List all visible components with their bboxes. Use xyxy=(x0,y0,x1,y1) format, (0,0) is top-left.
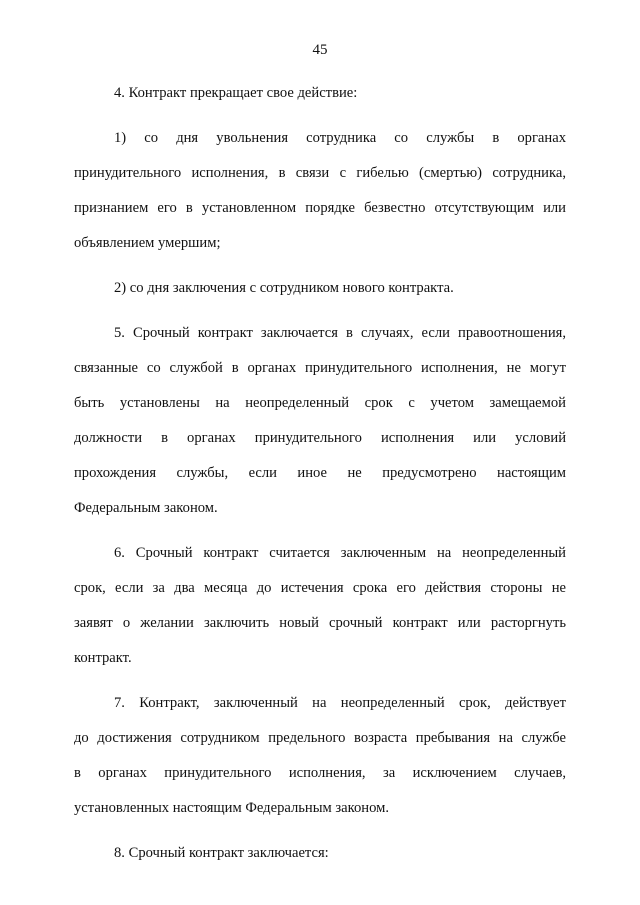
text-line: 8. Срочный контракт заключается: xyxy=(114,845,329,861)
text-line: принудительного исполнения, в связи с гибелью (смертью) сотрудника, xyxy=(74,165,566,181)
text-line: 1) со дня увольнения сотрудника со службы в органах xyxy=(114,130,566,146)
text-line: в органах принудительного исполнения, за исключением случаев, xyxy=(74,765,566,781)
paragraph xyxy=(74,76,566,111)
text-line: 4. Контракт прекращает свое действие: xyxy=(114,85,358,101)
text-line: прохождения службы, если иное не предусмотрено настоящим xyxy=(74,465,566,481)
text-line: связанные со службой в органах принудительного исполнения, не могут xyxy=(74,360,566,376)
text-line: должности в органах принудительного исполнения или условий xyxy=(74,430,566,446)
text-line: быть установлены на неопределенный срок с учетом замещаемой xyxy=(74,395,566,411)
text-line: объявлением умершим; xyxy=(74,235,221,251)
text-line: 7. Контракт, заключенный на неопределенный срок, действует xyxy=(114,695,566,711)
text-line: 2) со дня заключения с сотрудником нового контракта. xyxy=(114,280,454,296)
text-line: заявят о желании заключить новый срочный контракт или расторгнуть xyxy=(74,615,566,631)
text-line: установленных настоящим Федеральным законом. xyxy=(74,800,390,816)
text-line: срок, если за два месяца до истечения срока его действия стороны не xyxy=(74,580,566,596)
text-line: контракт. xyxy=(74,650,132,666)
paragraph xyxy=(74,271,566,306)
text-line: признанием его в установленном порядке безвестно отсутствующим или xyxy=(74,200,566,216)
paragraph xyxy=(74,316,566,526)
page-number: 45 xyxy=(312,42,328,58)
paragraph xyxy=(74,836,566,871)
document-body xyxy=(74,76,566,881)
paragraph xyxy=(74,686,566,826)
text-line: Федеральным законом. xyxy=(74,500,218,516)
paragraph xyxy=(74,536,566,676)
paragraph xyxy=(74,121,566,261)
text-line: 6. Срочный контракт считается заключенным на неопределенный xyxy=(114,545,566,561)
text-line: 5. Срочный контракт заключается в случаях, если правоотношения, xyxy=(114,325,566,341)
text-line: до достижения сотрудником предельного возраста пребывания на службе xyxy=(74,730,566,746)
